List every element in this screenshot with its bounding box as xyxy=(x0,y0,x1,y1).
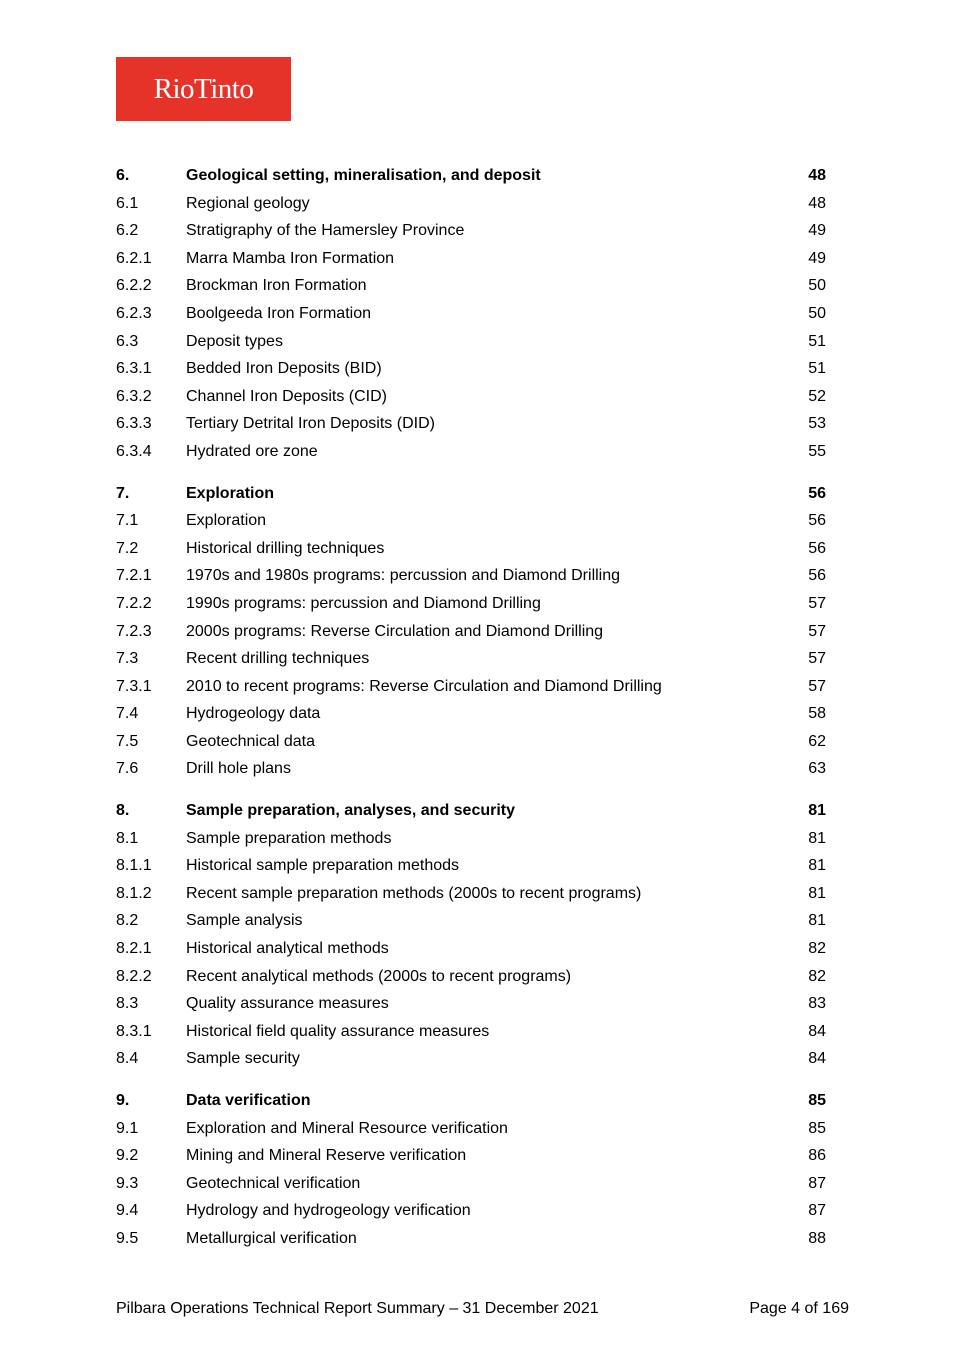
toc-heading-row[interactable] xyxy=(116,162,828,190)
toc-number: 6.3.3 xyxy=(116,415,152,433)
toc-page-number: 56 xyxy=(808,512,826,530)
toc-number: 8.4 xyxy=(116,1050,139,1068)
toc-entry-row[interactable] xyxy=(116,1018,828,1046)
toc-entry-row[interactable] xyxy=(116,990,828,1018)
toc-number: 8.2.1 xyxy=(116,940,152,958)
toc-number: 8.2 xyxy=(116,912,139,930)
toc-title: Exploration and Mineral Resource verification xyxy=(186,1119,508,1137)
toc-number: 9.4 xyxy=(116,1202,139,1220)
toc-title: Sample security xyxy=(186,1050,300,1068)
toc-number: 6.3.4 xyxy=(116,442,152,460)
rio-tinto-logo: RioTinto xyxy=(116,57,291,121)
toc-entry-row[interactable] xyxy=(116,217,828,245)
toc-heading-row[interactable] xyxy=(116,480,828,508)
toc-entry-row[interactable] xyxy=(116,1142,828,1170)
toc-entry-row[interactable] xyxy=(116,852,828,880)
toc-title: 1990s programs: percussion and Diamond Drilling xyxy=(186,594,541,612)
toc-number: 9.2 xyxy=(116,1147,139,1165)
toc-page-number: 57 xyxy=(808,594,826,612)
toc-heading-row[interactable] xyxy=(116,1087,828,1115)
toc-number: 7. xyxy=(116,484,130,502)
toc-entry-row[interactable] xyxy=(116,1170,828,1198)
toc-entry-row[interactable] xyxy=(116,935,828,963)
toc-title: Tertiary Detrital Iron Deposits (DID) xyxy=(186,415,435,433)
toc-entry-row[interactable] xyxy=(116,645,828,673)
toc-number: 6.2.1 xyxy=(116,249,152,267)
toc-page-number: 57 xyxy=(808,622,826,640)
toc-entry-row[interactable] xyxy=(116,880,828,908)
toc-title: Recent drilling techniques xyxy=(186,650,370,668)
toc-page-number: 57 xyxy=(808,677,826,695)
toc-page-number: 50 xyxy=(808,304,826,322)
toc-heading-row[interactable] xyxy=(116,797,828,825)
toc-title: Metallurgical verification xyxy=(186,1229,357,1247)
toc-page-number: 87 xyxy=(808,1202,826,1220)
toc-page-number: 57 xyxy=(808,650,826,668)
toc-title: Marra Mamba Iron Formation xyxy=(186,249,395,267)
toc-page-number: 58 xyxy=(808,705,826,723)
toc-entry-row[interactable] xyxy=(116,438,828,466)
toc-title: Data verification xyxy=(186,1092,311,1109)
toc-number: 7.2.1 xyxy=(116,567,152,585)
toc-page-number: 52 xyxy=(808,387,826,405)
toc-number: 7.3.1 xyxy=(116,677,152,695)
toc-number: 6.3.2 xyxy=(116,387,152,405)
toc-title: Historical field quality assurance measures xyxy=(186,1022,490,1040)
toc-page-number: 49 xyxy=(808,249,826,267)
toc-section xyxy=(116,162,828,466)
toc-entry-row[interactable] xyxy=(116,507,828,535)
toc-title: Brockman Iron Formation xyxy=(186,277,367,295)
toc-page-number: 86 xyxy=(808,1147,826,1165)
toc-number: 8.3 xyxy=(116,995,139,1013)
toc-title: Historical analytical methods xyxy=(186,940,389,958)
toc-entry-row[interactable] xyxy=(116,355,828,383)
toc-page-number: 56 xyxy=(808,484,826,502)
toc-page-number: 82 xyxy=(808,940,826,958)
toc-section xyxy=(116,1087,828,1253)
toc-entry-row[interactable] xyxy=(116,1197,828,1225)
toc-page-number: 88 xyxy=(808,1229,826,1247)
toc-entry-row[interactable] xyxy=(116,535,828,563)
toc-title: Exploration xyxy=(186,484,275,502)
toc-title: Hydrogeology data xyxy=(186,705,321,723)
toc-number: 9.5 xyxy=(116,1229,139,1247)
toc-page-number: 53 xyxy=(808,415,826,433)
toc-number: 8. xyxy=(116,802,130,820)
toc-number: 6.2 xyxy=(116,222,139,240)
toc-entry-row[interactable] xyxy=(116,700,828,728)
toc-title: Historical drilling techniques xyxy=(186,539,385,557)
toc-page-number: 63 xyxy=(808,760,826,778)
toc-page-number: 85 xyxy=(808,1092,826,1109)
toc-page-number: 83 xyxy=(808,995,826,1013)
toc-page-number: 84 xyxy=(808,1022,826,1040)
toc-page-number: 84 xyxy=(808,1050,826,1068)
toc-title: Bedded Iron Deposits (BID) xyxy=(186,360,382,378)
toc-entry-row[interactable] xyxy=(116,300,828,328)
toc-section xyxy=(116,480,828,784)
toc-title: Sample preparation, analyses, and security xyxy=(186,802,516,820)
toc-page-number: 56 xyxy=(808,567,826,585)
toc-title: Quality assurance measures xyxy=(186,995,389,1013)
toc-entry-row[interactable] xyxy=(116,825,828,853)
toc-number: 6.3 xyxy=(116,332,139,350)
toc-number: 6.1 xyxy=(116,194,139,212)
toc-title: Hydrated ore zone xyxy=(186,442,318,460)
toc-page-number: 56 xyxy=(808,539,826,557)
toc-number: 7.6 xyxy=(116,760,139,778)
footer-page-number: Page 4 of 169 xyxy=(749,1300,849,1317)
toc-title: Channel Iron Deposits (CID) xyxy=(186,387,387,405)
toc-number: 6.2.2 xyxy=(116,277,152,295)
toc-entry-row[interactable] xyxy=(116,383,828,411)
toc-section xyxy=(116,797,828,1073)
toc-entry-row[interactable] xyxy=(116,272,828,300)
toc-page-number: 87 xyxy=(808,1174,826,1192)
toc-number: 7.2.3 xyxy=(116,622,152,640)
toc-entry-row[interactable] xyxy=(116,1115,828,1143)
toc-entry-row[interactable] xyxy=(116,963,828,991)
toc-page-number: 50 xyxy=(808,277,826,295)
toc-title: Exploration xyxy=(186,512,267,530)
toc-number: 8.1 xyxy=(116,829,139,847)
toc-number: 7.3 xyxy=(116,650,139,668)
toc-page-number: 51 xyxy=(808,332,826,350)
toc-title: Mining and Mineral Reserve verification xyxy=(186,1147,467,1165)
toc-entry-row[interactable] xyxy=(116,907,828,935)
toc-number: 8.1.2 xyxy=(116,884,152,902)
toc-title: Historical sample preparation methods xyxy=(186,857,460,875)
toc-entry-row[interactable] xyxy=(116,673,828,701)
toc-page-number: 62 xyxy=(808,732,826,750)
toc-page-number: 81 xyxy=(808,912,826,930)
toc-page-number: 82 xyxy=(808,967,826,985)
toc-title: Geological setting, mineralisation, and deposit xyxy=(186,167,541,184)
toc-number: 7.5 xyxy=(116,732,139,750)
toc-number: 8.1.1 xyxy=(116,857,152,875)
toc-title: Regional geology xyxy=(186,194,310,212)
toc-number: 7.2.2 xyxy=(116,594,152,612)
toc-title: 1970s and 1980s programs: percussion and Diamond Drilling xyxy=(186,567,621,585)
toc-page-number: 81 xyxy=(808,857,826,875)
toc-entry-row[interactable] xyxy=(116,728,828,756)
toc-number: 7.4 xyxy=(116,705,139,723)
toc-number: 6.3.1 xyxy=(116,360,152,378)
toc-title: Sample preparation methods xyxy=(186,829,392,847)
toc-entry-row[interactable] xyxy=(116,245,828,273)
toc-title: 2000s programs: Reverse Circulation and Diamond Drilling xyxy=(186,622,604,640)
toc-title: Drill hole plans xyxy=(186,760,291,778)
toc-number: 6.2.3 xyxy=(116,304,152,322)
toc-entry-row[interactable] xyxy=(116,1045,828,1073)
toc-page-number: 48 xyxy=(808,167,826,184)
toc-entry-row[interactable] xyxy=(116,410,828,438)
toc-entry-row[interactable] xyxy=(116,562,828,590)
toc-page-number: 81 xyxy=(808,829,826,847)
toc-page-number: 55 xyxy=(808,442,826,460)
toc-number: 9. xyxy=(116,1092,130,1109)
toc-number: 7.2 xyxy=(116,539,139,557)
toc-title: Recent analytical methods (2000s to recent programs) xyxy=(186,967,572,985)
table-of-contents xyxy=(116,162,828,1267)
toc-entry-row[interactable] xyxy=(116,1225,828,1253)
toc-entry-row[interactable] xyxy=(116,755,828,783)
toc-number: 6. xyxy=(116,167,130,184)
toc-title: Recent sample preparation methods (2000s to recent programs) xyxy=(186,884,642,902)
toc-page-number: 48 xyxy=(808,194,826,212)
toc-number: 9.1 xyxy=(116,1119,139,1137)
toc-page-number: 81 xyxy=(808,884,826,902)
toc-title: Deposit types xyxy=(186,332,283,350)
toc-page-number: 49 xyxy=(808,222,826,240)
footer-report-title: Pilbara Operations Technical Report Summary – 31 December 2021 xyxy=(116,1300,599,1317)
toc-title: Stratigraphy of the Hamersley Province xyxy=(186,222,465,240)
toc-title: Hydrology and hydrogeology verification xyxy=(186,1202,471,1220)
toc-number: 7.1 xyxy=(116,512,139,530)
toc-title: Geotechnical verification xyxy=(186,1174,361,1192)
toc-page-number: 51 xyxy=(808,360,826,378)
toc-title: Boolgeeda Iron Formation xyxy=(186,304,371,322)
toc-number: 8.2.2 xyxy=(116,967,152,985)
toc-title: Sample analysis xyxy=(186,912,303,930)
toc-page-number: 85 xyxy=(808,1119,826,1137)
toc-title: 2010 to recent programs: Reverse Circulation and Diamond Drilling xyxy=(186,677,662,695)
toc-entry-row[interactable] xyxy=(116,590,828,618)
toc-number: 8.3.1 xyxy=(116,1022,152,1040)
toc-entry-row[interactable] xyxy=(116,190,828,218)
toc-title: Geotechnical data xyxy=(186,732,315,750)
toc-page-number: 81 xyxy=(808,802,826,820)
toc-number: 9.3 xyxy=(116,1174,139,1192)
toc-entry-row[interactable] xyxy=(116,328,828,356)
toc-entry-row[interactable] xyxy=(116,618,828,646)
